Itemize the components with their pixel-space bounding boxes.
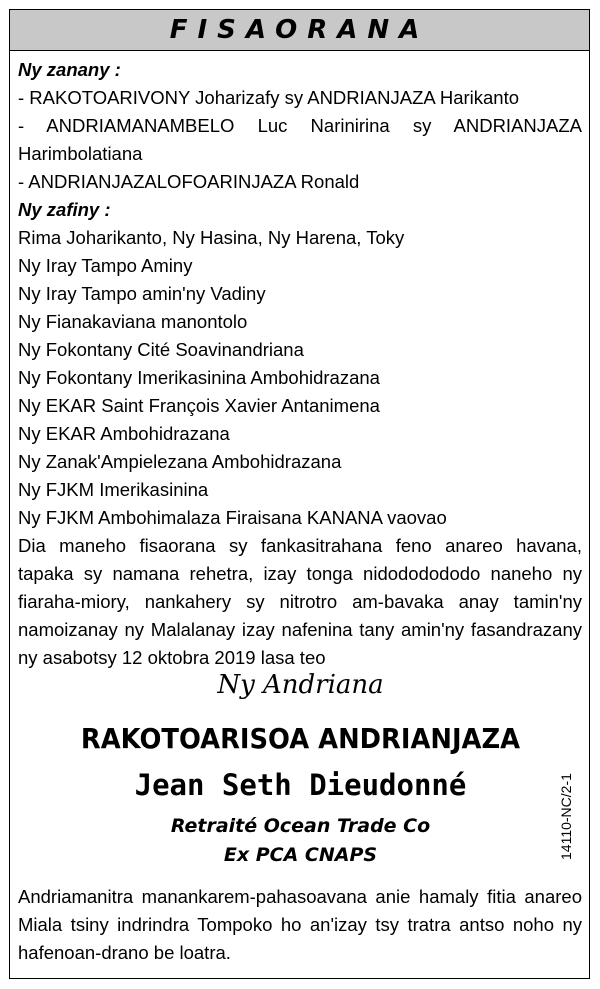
zanany-item: - ANDRIANJAZALOFOARINJAZA Ronald — [18, 171, 360, 192]
zanany-item: - ANDRIAMANAMBELO Luc Narinirina sy ANDRIANJAZA — [18, 115, 582, 136]
zafiny-item: Ny Fokontany Cité Soavinandriana — [18, 339, 304, 360]
notice-frame — [9, 9, 590, 979]
zafiny-item: Ny Fianakaviana manontolo — [18, 311, 248, 332]
deceased-title: Ny Andriana — [217, 670, 384, 700]
deceased-role-line1: Retraité Ocean Trade Co — [170, 815, 431, 837]
zafiny-heading: Ny zafiny : — [18, 199, 111, 220]
thanks-message: Dia maneho fisaorana sy fankasitrahana feno anareo havana, tapaka sy namana rehetra, izay tonga nidododododo naneho ny fiaraha-miory, nankahery sy nitrotro am-bavaka anay tamin'ny namoizanay ny Malalanay izay nafenina tany amin'ny fasandrazany ny asabotsy 12 oktobra 2019 lasa teo — [18, 535, 582, 668]
deceased-name-line2: Jean Seth Dieudonné — [134, 768, 467, 802]
zafiny-item: Ny Fokontany Imerikasinina Ambohidrazana — [18, 367, 380, 388]
reference-code: 14110-NC/2-1 — [558, 773, 574, 860]
zafiny-item: Ny FJKM Imerikasinina — [18, 479, 209, 500]
zafiny-item: Rima Joharikanto, Ny Hasina, Ny Harena, Toky — [18, 227, 405, 248]
zafiny-item: Ny Iray Tampo Aminy — [18, 255, 193, 276]
notice-title: FISAORANA — [10, 10, 589, 51]
zanany-item: - RAKOTOARIVONY Joharizafy sy ANDRIANJAZA Harikanto — [18, 87, 520, 108]
zafiny-item: Ny EKAR Saint François Xavier Antanimena — [18, 395, 380, 416]
zafiny-item: Ny FJKM Ambohimalaza Firaisana KANANA vaovao — [18, 507, 447, 528]
zanany-item: Harimbolatiana — [18, 143, 143, 164]
closing-message: Andriamanitra manankarem-pahasoavana anie hamaly fitia anareo Miala tsiny indrindra Tompoko ho an'izay tsy tratra antso noho ny hafenoan-drano be loatra. — [18, 886, 582, 963]
zafiny-item: Ny Iray Tampo amin'ny Vadiny — [18, 283, 266, 304]
deceased-role-line2: Ex PCA CNAPS — [223, 844, 378, 866]
zafiny-item: Ny EKAR Ambohidrazana — [18, 423, 230, 444]
zafiny-item: Ny Zanak'Ampielezana Ambohidrazana — [18, 451, 342, 472]
zanany-heading: Ny zanany : — [18, 59, 121, 80]
deceased-name-line1: RAKOTOARISOA ANDRIANJAZA — [80, 722, 521, 755]
notice-body — [18, 56, 582, 672]
